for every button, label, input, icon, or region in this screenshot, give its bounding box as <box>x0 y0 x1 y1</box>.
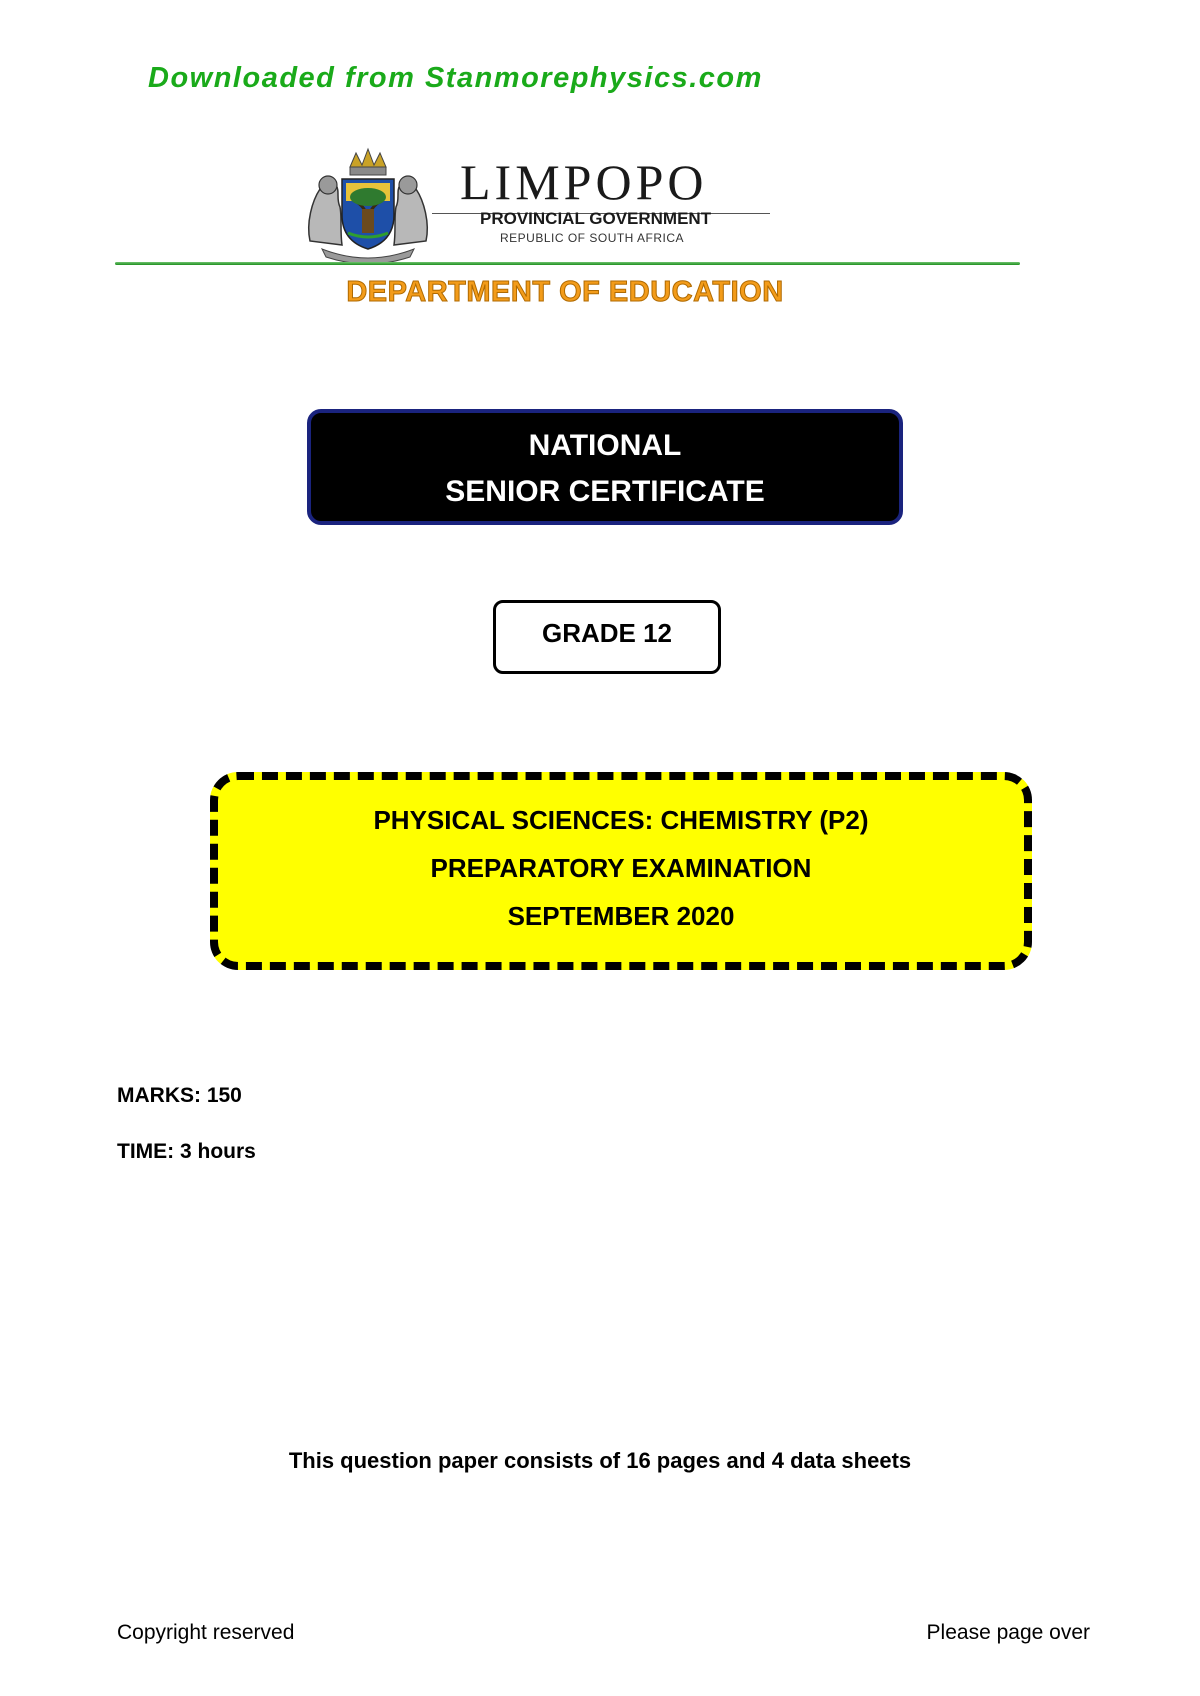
time-label: TIME: 3 hours <box>117 1140 256 1163</box>
subject-line-3: SEPTEMBER 2020 <box>507 901 735 931</box>
department-title: DEPARTMENT OF EDUCATION <box>346 276 784 308</box>
limpopo-logo <box>302 145 770 265</box>
watermark-text: Downloaded from Stanmorephysics.com <box>148 62 763 94</box>
copyright-footer: Copyright reserved <box>117 1621 295 1644</box>
certificate-line-1: NATIONAL <box>528 429 682 462</box>
subject-box <box>210 772 1032 970</box>
header-green-rule <box>115 262 1020 265</box>
certificate-box <box>307 409 903 525</box>
province-name: LIMPOPO <box>460 154 708 210</box>
subject-line-1: PHYSICAL SCIENCES: CHEMISTRY (P2) <box>373 805 869 835</box>
republic-label: REPUBLIC OF SOUTH AFRICA <box>500 231 685 245</box>
certificate-line-2: SENIOR CERTIFICATE <box>445 475 765 508</box>
marks-label: MARKS: 150 <box>117 1084 242 1107</box>
coat-of-arms-icon <box>302 145 434 265</box>
subject-line-2: PREPARATORY EXAMINATION <box>430 853 812 883</box>
grade-box: GRADE 12 <box>493 600 721 674</box>
page-count-note: This question paper consists of 16 pages and 4 data sheets <box>288 1448 912 1473</box>
government-label: PROVINCIAL GOVERNMENT <box>480 209 712 228</box>
page-over-footer: Please page over <box>926 1621 1090 1644</box>
